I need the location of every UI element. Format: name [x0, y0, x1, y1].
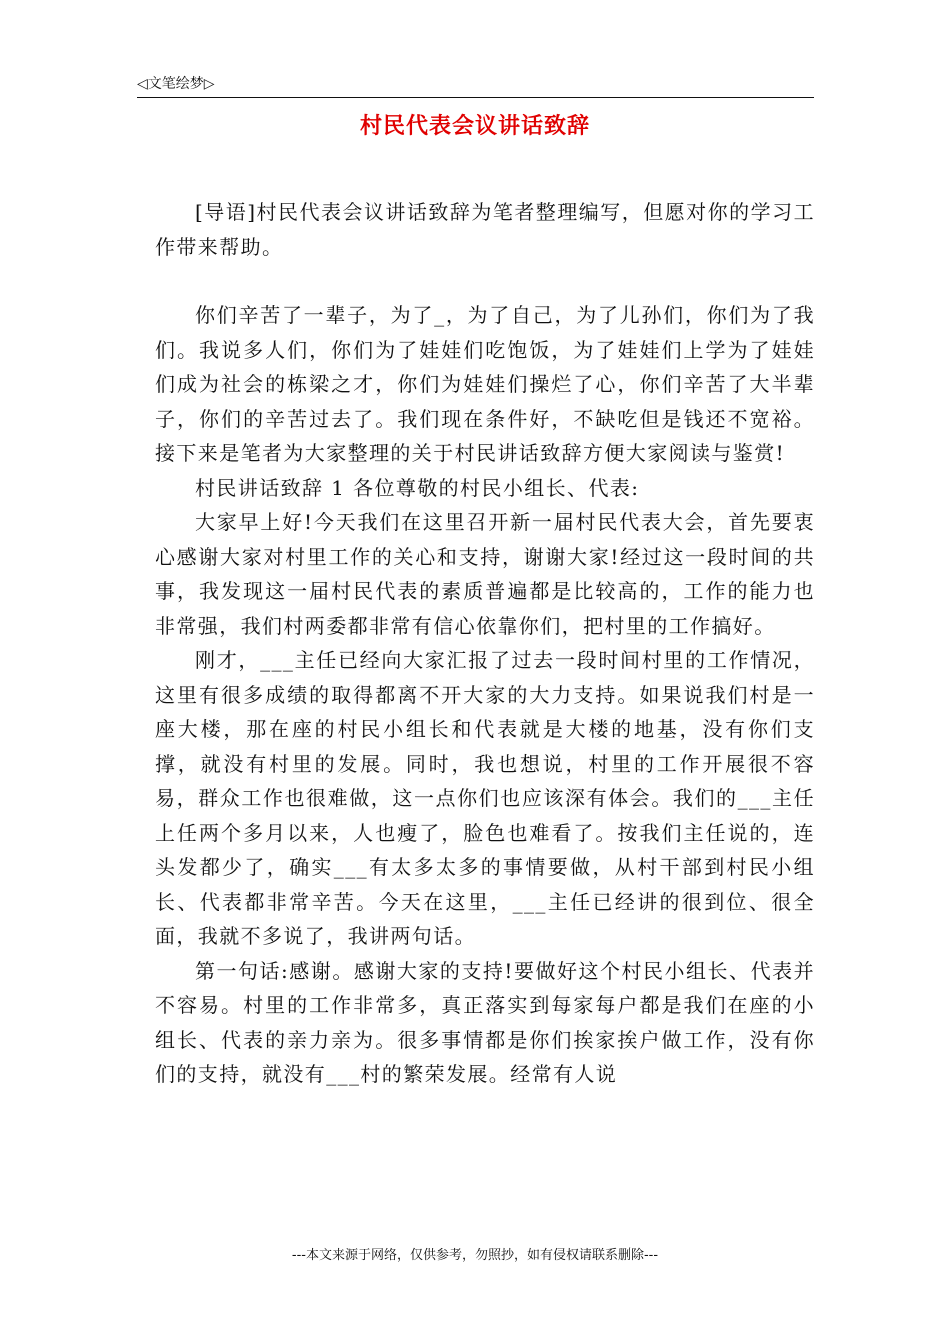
body-paragraph: 刚才，___主任已经向大家汇报了过去一段时间村里的工作情况，这里有很多成绩的取得都离不开大家的大力支持。如果说我们村是一座大楼，那在座的村民小组长和代表就是大楼的地基，没有你们支撑，就没有村里的发展。同时，我也想说，村里的工作开展很不容易，群众工作也很难做，这一点你们也应该深有体会。我们的___主任上任两个多月以来，人也瘦了，脸色也难看了。按我们主任说的，连头发都少了，确实___有太多太多的事情要做，从村干部到村民小组长、代表都非常辛苦。今天在这里，___主任已经讲的很到位、很全面，我就不多说了，我讲两句话。 — [155, 648, 815, 948]
speech-heading-paragraph: 村民讲话致辞 1 各位尊敬的村民小组长、代表: — [195, 475, 640, 500]
body-paragraph: 大家早上好!今天我们在这里召开新一届村民代表大会，首先要衷心感谢大家对村里工作的关心和支持，谢谢大家!经过这一段时间的共事，我发现这一届村民代表的素质普遍都是比较高的，工作的能力也非常强，我们村两委都非常有信心依靠你们，把村里的工作搞好。 — [155, 510, 815, 638]
intro-paragraph: [导语]村民代表会议讲话致辞为笔者整理编写，但愿对你的学习工作带来帮助。 — [155, 200, 815, 259]
document-title: 村民代表会议讲话致辞 — [359, 114, 590, 139]
header-divider — [137, 97, 814, 98]
body-paragraph: 你们辛苦了一辈子，为了_，为了自己，为了儿孙们，你们为了我们。我说多人们，你们为了娃娃们吃饱饭，为了娃娃们上学为了娃娃们成为社会的栋梁之才，你们为娃娃们操烂了心，你们辛苦了大半辈子，你们的辛苦过去了。我们现在条件好，不缺吃但是钱还不宽裕。接下来是笔者为大家整理的关于村民讲话致辞方便大家阅读与鉴赏! — [155, 303, 815, 465]
document-body — [155, 195, 815, 1092]
header-brand: ◁文笔绘梦▷ — [137, 76, 215, 92]
footer-disclaimer: ---本文来源于网络，仅供参考，勿照抄，如有侵权请联系删除--- — [291, 1248, 659, 1263]
body-paragraph: 第一句话:感谢。感谢大家的支持!要做好这个村民小组长、代表并不容易。村里的工作非常多，真正落实到每家每户都是我们在座的小组长、代表的亲力亲为。很多事情都是你们挨家挨户做工作，没有你们的支持，就没有___村的繁荣发展。经常有人说 — [155, 958, 815, 1086]
